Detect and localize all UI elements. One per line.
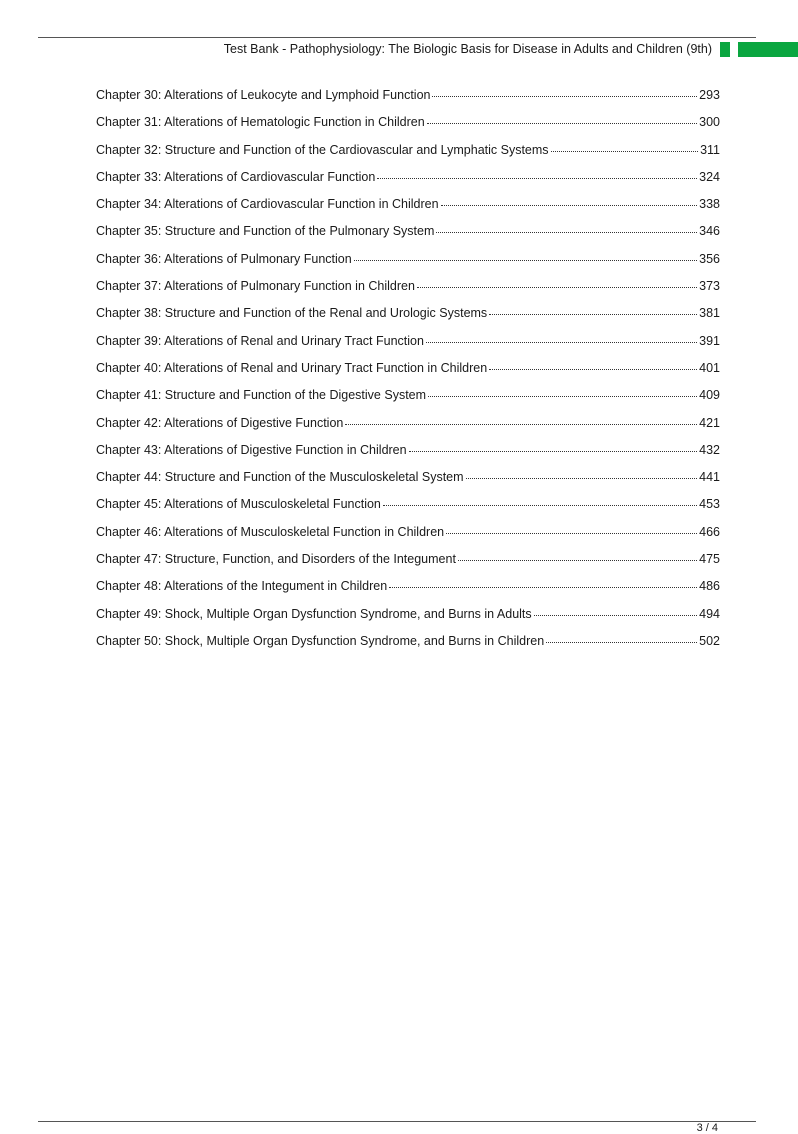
- toc-entry-page-number: 338: [699, 197, 720, 212]
- toc-entry-title: Chapter 49: Shock, Multiple Organ Dysfunction Syndrome, and Burns in Adults: [96, 606, 532, 621]
- toc-entry-page-number: 401: [699, 360, 720, 375]
- toc-entry-page-number: 346: [699, 224, 720, 239]
- toc-dot-leader: [426, 332, 697, 345]
- toc-entry[interactable]: [96, 277, 720, 304]
- toc-entry-page-number: 381: [699, 306, 720, 321]
- toc-entry-page-number: 311: [700, 142, 720, 157]
- header-accent-small-block: [720, 42, 730, 57]
- toc-dot-leader: [441, 196, 698, 209]
- toc-dot-leader: [551, 141, 699, 154]
- toc-entry-title: Chapter 31: Alterations of Hematologic Function in Children: [96, 115, 425, 130]
- toc-dot-leader: [417, 278, 697, 291]
- footer-rule: [38, 1121, 756, 1122]
- toc-entry-page-number: 502: [699, 633, 720, 648]
- toc-entry[interactable]: [96, 632, 720, 659]
- header-title: Test Bank - Pathophysiology: The Biologic Basis for Disease in Adults and Children (9th): [223, 42, 712, 56]
- toc-entry-page-number: 373: [699, 279, 720, 294]
- footer-page-number: 3 / 4: [696, 1122, 718, 1134]
- toc-entry[interactable]: [96, 550, 720, 577]
- toc-entry-title: Chapter 33: Alterations of Cardiovascular Function: [96, 169, 376, 184]
- toc-entry-page-number: 486: [699, 579, 720, 594]
- toc-entry-page-number: 494: [699, 606, 720, 621]
- toc-dot-leader: [354, 250, 697, 263]
- table-of-contents: [96, 86, 720, 659]
- toc-dot-leader: [389, 578, 697, 591]
- toc-dot-leader: [446, 523, 697, 536]
- toc-entry[interactable]: [96, 386, 720, 413]
- toc-entry-title: Chapter 47: Structure, Function, and Disorders of the Integument: [96, 552, 456, 567]
- toc-dot-leader: [458, 551, 697, 564]
- toc-entry[interactable]: [96, 414, 720, 441]
- toc-entry-page-number: 475: [699, 552, 720, 567]
- toc-entry[interactable]: [96, 468, 720, 495]
- toc-entry-page-number: 466: [699, 524, 720, 539]
- toc-entry[interactable]: [96, 359, 720, 386]
- toc-entry-title: Chapter 41: Structure and Function of the Digestive System: [96, 388, 427, 403]
- toc-entry-page-number: 409: [699, 388, 720, 403]
- toc-dot-leader: [489, 305, 697, 318]
- toc-entry-title: Chapter 36: Alterations of Pulmonary Function: [96, 251, 352, 266]
- toc-entry-title: Chapter 39: Alterations of Renal and Urinary Tract Function: [96, 333, 424, 348]
- toc-dot-leader: [436, 223, 697, 236]
- toc-entry[interactable]: [96, 195, 720, 222]
- toc-dot-leader: [489, 359, 697, 372]
- toc-entry-page-number: 453: [699, 497, 720, 512]
- toc-dot-leader: [383, 496, 697, 509]
- toc-entry[interactable]: [96, 577, 720, 604]
- toc-entry[interactable]: [96, 495, 720, 522]
- toc-entry-page-number: 356: [699, 251, 720, 266]
- toc-entry-title: Chapter 40: Alterations of Renal and Urinary Tract Function in Children: [96, 360, 488, 375]
- toc-entry-page-number: 391: [699, 333, 720, 348]
- toc-entry-title: Chapter 44: Structure and Function of the Musculoskeletal System: [96, 470, 464, 485]
- toc-dot-leader: [428, 387, 697, 400]
- toc-entry-title: Chapter 38: Structure and Function of the Renal and Urologic Systems: [96, 306, 488, 321]
- toc-entry[interactable]: [96, 605, 720, 632]
- toc-entry-title: Chapter 46: Alterations of Musculoskeletal Function in Children: [96, 524, 445, 539]
- toc-entry-page-number: 441: [699, 470, 720, 485]
- toc-entry[interactable]: [96, 222, 720, 249]
- toc-dot-leader: [345, 414, 697, 427]
- toc-entry-title: Chapter 43: Alterations of Digestive Function in Children: [96, 442, 407, 457]
- header-rule: [38, 37, 756, 38]
- toc-entry[interactable]: [96, 250, 720, 277]
- toc-entry-page-number: 324: [699, 169, 720, 184]
- toc-entry-page-number: 300: [699, 115, 720, 130]
- toc-entry-title: Chapter 48: Alterations of the Integument in Children: [96, 579, 388, 594]
- toc-entry[interactable]: [96, 523, 720, 550]
- toc-entry-title: Chapter 35: Structure and Function of the Pulmonary System: [96, 224, 435, 239]
- toc-entry-page-number: 421: [699, 415, 720, 430]
- toc-dot-leader: [377, 168, 697, 181]
- toc-entry[interactable]: [96, 168, 720, 195]
- toc-entry[interactable]: [96, 86, 720, 113]
- header-accent-large-block: [738, 42, 798, 57]
- toc-entry[interactable]: [96, 332, 720, 359]
- toc-entry-title: Chapter 32: Structure and Function of the Cardiovascular and Lymphatic Systems: [96, 142, 549, 157]
- toc-entry-title: Chapter 37: Alterations of Pulmonary Function in Children: [96, 279, 415, 294]
- toc-entry-page-number: 293: [699, 88, 720, 102]
- toc-entry[interactable]: [96, 141, 720, 168]
- toc-entry-page-number: 432: [699, 442, 720, 457]
- toc-dot-leader: [466, 469, 698, 482]
- toc-entry-title: Chapter 45: Alterations of Musculoskeletal Function: [96, 497, 381, 512]
- toc-dot-leader: [534, 605, 697, 618]
- toc-entry[interactable]: [96, 113, 720, 140]
- toc-dot-leader: [427, 114, 697, 127]
- toc-entry[interactable]: [96, 441, 720, 468]
- toc-entry[interactable]: [96, 304, 720, 331]
- toc-entry-title: Chapter 30: Alterations of Leukocyte and Lymphoid Function: [96, 88, 431, 102]
- toc-entry-title: Chapter 34: Alterations of Cardiovascular Function in Children: [96, 197, 439, 212]
- toc-entry-title: Chapter 50: Shock, Multiple Organ Dysfunction Syndrome, and Burns in Children: [96, 633, 545, 648]
- toc-entry-title: Chapter 42: Alterations of Digestive Function: [96, 415, 344, 430]
- toc-dot-leader: [409, 441, 698, 454]
- toc-dot-leader: [432, 87, 697, 100]
- toc-dot-leader: [546, 632, 697, 645]
